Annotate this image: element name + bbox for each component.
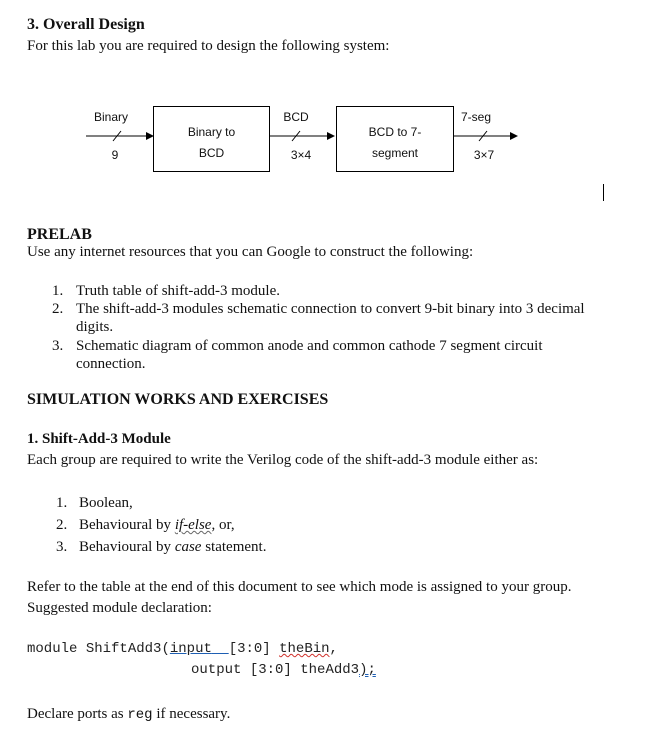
list-text-line2: digits. — [76, 319, 114, 335]
code-output-kw: output — [191, 662, 242, 678]
prelab-intro: Use any internet resources that you can Google to construct the following: — [27, 244, 474, 260]
code-module-name: ShiftAdd3 — [85, 641, 162, 657]
bcd-label: BCD — [283, 110, 309, 124]
code-line-2 — [191, 662, 376, 678]
list-number: 2. — [56, 517, 68, 533]
input-label: Binary — [93, 110, 128, 124]
list-text-line1: The shift-add-3 modules schematic connection to convert 9-bit binary into 3 decimal — [76, 301, 585, 317]
output-width: 3×7 — [473, 148, 495, 162]
list-number: 1. — [52, 283, 64, 299]
list-number: 3. — [56, 539, 68, 555]
diagram-arrows — [0, 0, 655, 190]
code-keyword: module — [27, 641, 78, 657]
refer-line-1: Refer to the table at the end of this document to see which mode is assigned to your group. — [27, 579, 572, 595]
note-pre: Declare ports as — [27, 706, 128, 722]
text-emphasis: case — [174, 539, 202, 555]
section-heading: 3. Overall Design — [27, 16, 145, 33]
shift-add-heading: 1. Shift-Add-3 Module — [27, 431, 171, 447]
note-post: if necessary. — [152, 706, 231, 722]
text-pre: Behavioural by — [79, 539, 175, 555]
text-emphasis: if-else — [174, 517, 212, 533]
list-text: Boolean, — [79, 495, 133, 511]
text-pre: Behavioural by — [79, 517, 175, 533]
section-intro: For this lab you are required to design the following system: — [27, 38, 390, 54]
code-port-name: theAdd3 — [300, 662, 360, 678]
block-diagram — [0, 0, 655, 190]
code-comma: , — [329, 641, 338, 657]
list-number: 2. — [52, 301, 64, 317]
code-paren: ( — [161, 641, 170, 657]
shift-add-intro: Each group are required to write the Verilog code of the shift-add-3 module either as: — [27, 452, 539, 468]
simulation-heading: SIMULATION WORKS AND EXERCISES — [27, 391, 329, 408]
bcd-to-7seg-block — [336, 106, 454, 172]
prelab-heading: PRELAB — [27, 226, 92, 243]
refer-line-2: Suggested module declaration: — [27, 600, 212, 616]
note-reg: reg — [127, 707, 153, 723]
list-number: 1. — [56, 495, 68, 511]
binary-to-bcd-block — [153, 106, 270, 172]
list-text-line1: Schematic diagram of common anode and common cathode 7 segment circuit — [76, 338, 543, 354]
declare-ports-note — [27, 706, 230, 723]
list-text — [79, 538, 266, 556]
code-range: [3:0] — [249, 662, 292, 678]
code-input-kw: input — [169, 641, 212, 657]
list-text: Truth table of shift-add-3 module. — [76, 283, 281, 299]
text-post: statement. — [201, 539, 267, 555]
text-post: , or, — [211, 517, 235, 533]
bcd-width: 3×4 — [290, 148, 312, 162]
input-width: 9 — [111, 148, 119, 162]
code-close: ); — [359, 662, 376, 678]
code-line-1 — [27, 641, 338, 657]
block1-line2: BCD — [198, 146, 225, 160]
code-gap — [212, 641, 229, 657]
code-range: [3:0] — [228, 641, 271, 657]
block1-line1: Binary to — [187, 125, 236, 139]
list-text — [79, 516, 235, 534]
text-cursor — [603, 184, 604, 201]
block2-line1: BCD to 7- — [368, 125, 422, 139]
code-port-name: theBin — [279, 641, 330, 657]
block2-line2: segment — [371, 146, 419, 160]
output-label: 7-seg — [460, 110, 492, 124]
list-text-line2: connection. — [76, 356, 146, 372]
list-number: 3. — [52, 338, 64, 354]
